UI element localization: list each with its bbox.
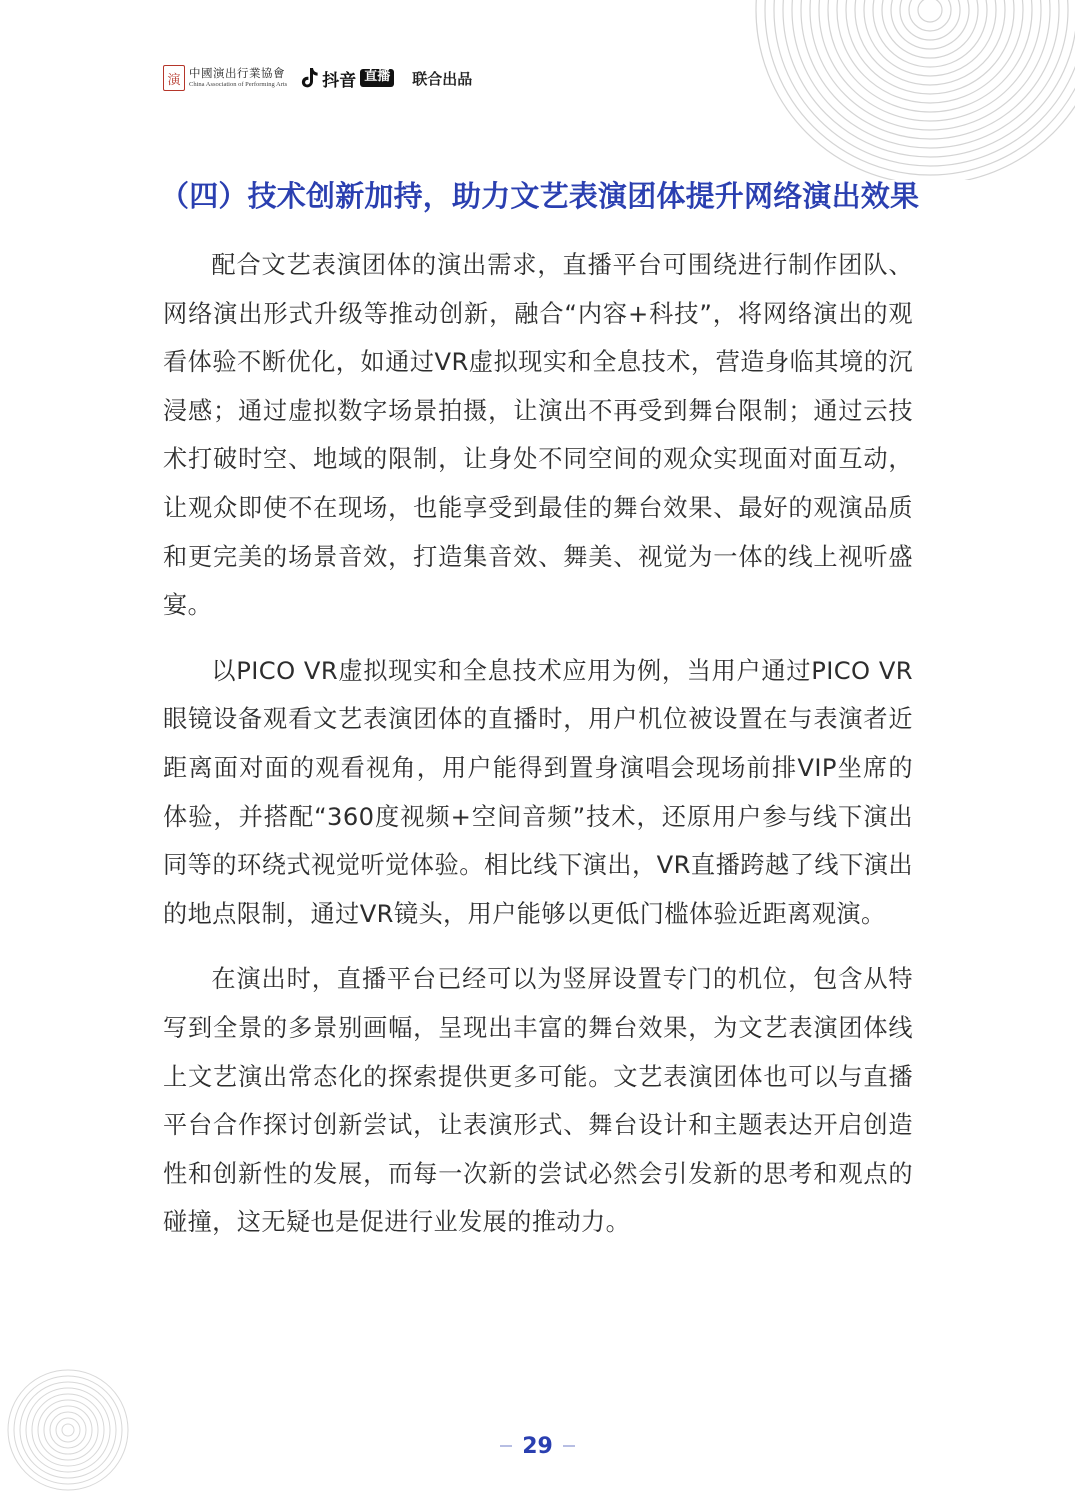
decorative-ring xyxy=(909,0,951,31)
footer-dash-right xyxy=(563,1445,575,1447)
decorative-ring xyxy=(891,0,969,49)
decorative-ring xyxy=(765,0,1075,175)
paragraph: 在演出时，直播平台已经可以为竖屏设置专门的机位，包含从特写到全景的多景别画幅，呈现出丰富的舞台效果，为文艺表演团体线上文艺演出常态化的探索提供更多可能。文艺表演团体也可以与直播平台合作探讨创新尝试，让表演形式、舞台设计和主题表达开启创造性和创新性的发展，而每一次新的尝试必然会引发新的思考和观点的碰撞，这无疑也是促进行业发展的推动力。 xyxy=(163,965,913,1237)
seal-icon: 演 xyxy=(163,65,185,91)
decorative-ring xyxy=(864,0,996,76)
body-text xyxy=(163,241,913,1264)
decorative-ring xyxy=(882,0,978,58)
co-produced-label: 联合出品 xyxy=(412,69,473,88)
decorative-ring xyxy=(783,0,1075,157)
page-number: 29 xyxy=(522,1433,553,1459)
footer-dash-left xyxy=(500,1445,512,1447)
douyin-live-logo xyxy=(301,66,394,91)
live-badge: 直播 xyxy=(360,69,394,86)
section-title: （四）技术创新加持，助力文艺表演团体提升网络演出效果 xyxy=(160,179,920,213)
decorative-ring xyxy=(855,0,1005,85)
paragraph: 配合文艺表演团体的演出需求，直播平台可围绕进行制作团队、网络演出形式升级等推动创新，融合“内容+科技”，将网络演出的观看体验不断优化，如通过VR虚拟现实和全息技术，营造身临其境的沉浸感；通过虚拟数字场景拍摄，让演出不再受到舞台限制；通过云技术打破时空、地域的限制，让身处不同空间的观众实现面对面互动，让观众即使不在现场，也能享受到最佳的舞台效果、最好的观演品质和更完美的场景音效，打造集音效、舞美、视觉为一体的线上视听盛宴。 xyxy=(163,251,913,620)
decorative-ring xyxy=(873,0,987,67)
decorative-ring xyxy=(846,0,1014,94)
decorative-ring xyxy=(774,0,1075,166)
paragraph: 以PICO VR虚拟现实和全息技术应用为例，当用户通过PICO VR眼镜设备观看文艺表演团体的直播时，用户机位被设置在与表演者近距离面对面的观看视角，用户能得到置身演唱会现场前排VIP坐席的体验，并搭配“360度视频+空间音频”技术，还原用户参与线下演出同等的环绕式视觉听觉体验。相比线下演出，VR直播跨越了线下演出的地点限制，通过VR镜头，用户能够以更低门槛体验近距离观演。 xyxy=(163,656,913,928)
caa-logo xyxy=(163,65,287,91)
page-footer xyxy=(0,1426,1075,1466)
concentric-circles-decoration xyxy=(735,0,1075,180)
page-header xyxy=(163,62,472,94)
decorative-ring xyxy=(810,0,1050,130)
decorative-ring xyxy=(837,0,1023,103)
douyin-note-icon xyxy=(301,67,319,89)
decorative-ring xyxy=(819,0,1041,121)
decorative-ring xyxy=(828,0,1032,112)
decorative-ring xyxy=(918,0,942,22)
platform-name: 抖音 xyxy=(322,70,357,91)
decorative-ring xyxy=(900,0,960,40)
decorative-ring xyxy=(756,0,1075,180)
caa-logo-text xyxy=(189,68,287,88)
org-name-en: China Association of Performing Arts xyxy=(189,80,288,88)
decorative-ring xyxy=(801,0,1059,139)
org-name-cn: 中國演出行業協會 xyxy=(189,66,285,80)
decorative-ring xyxy=(792,0,1068,148)
